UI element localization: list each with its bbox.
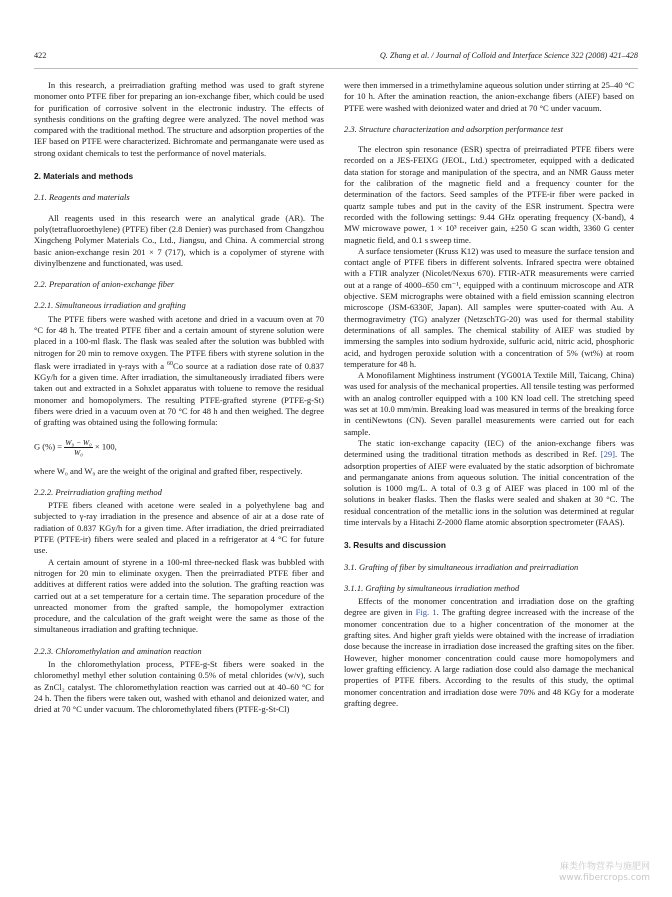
section-2-3-paragraph-2: A surface tensiometer (Kruss K12) was used to measure the surface tension and contact angle of PTFE fibers in different solvents. Infrared spectra were obtained with a FTIR analyzer (Nicolet/Nexus 670). FTIR-ATR measurements were carried out at a range of 4000–650 cm⁻¹, equipped with a continuum microscope and ATR objective. SEM micrographs were obtained with a field emission scanning electron microscope (JSM-6330F, Japan). All samples were sputter-coated with Au. A thermogravimetry (TG) analyzer (NetzschTG-20) was used for thermal stability determinations of all samples. The chemical stability of AIEF was studied by immersing the samples into sodium hydroxide, sulfuric acid, nitric acid, phosphoric acid, and hydrogen peroxide solution with a concentration of 5% (wt%) at room temperature for 48 h.	[344, 245, 634, 369]
watermark-chinese-text: 麻类作物营养与施肥网	[559, 862, 650, 872]
section-2-2-1-heading: 2.2.1. Simultaneous irradiation and grafting	[34, 300, 186, 311]
equation-where-text: where W₀ and W₉ are the weight of the original and grafted fiber, respectively.	[34, 465, 303, 476]
section-2-heading: 2. Materials and methods	[34, 171, 134, 182]
section-2-2-heading: 2.2. Preparation of anion-exchange fiber	[34, 279, 175, 290]
page-number: 422	[34, 51, 47, 60]
section-2-1-heading: 2.1. Reagents and materials	[34, 192, 130, 203]
watermark-url: www.fibercrops.com	[559, 873, 650, 883]
section-2-3-heading: 2.3. Structure characterization and adsorption performance test	[344, 123, 564, 134]
section-3-heading: 3. Results and discussion	[344, 540, 446, 551]
equation-numerator: W₉ − W₀	[65, 437, 92, 447]
header-rule	[34, 68, 638, 69]
section-2-2-3-heading: 2.2.3. Chloromethylation and amination reaction	[34, 645, 202, 656]
section-2-2-2-paragraph-2: A certain amount of styrene in a 100-ml three-necked flask was bubbled with nitrogen for 20 min to eliminate oxygen. Then the preirradiated PTFE fiber and additives at different ratios were added into the solution. The grafting reaction was carried out at a set temperature for a certain time. The separation procedure of the unreacted monomer from the grafted sample, the homopolymer extraction procedure, and the calculation of the graft weight were the same as those of the simultaneous irradiation and grafting technique.	[34, 556, 324, 635]
section-2-3-paragraph-4: The static ion-exchange capacity (IEC) of the anion-exchange fibers was determined using the traditional titration methods as described in Ref. [29]. The adsorption properties of AIEF were evaluated by the static adsorption of bichromate and permanganate anions from aqueous solution. The initial concentration of the solution is 1000 mg/L. A total of 0.3 g of AIEF was placed in 100 ml of the solutions in beaker flasks. Then the flasks were sealed and shaken at 30 °C. The residual concentration of the metallic ions in the solution was determined at regular time intervals by a Hitachi Z-2000 flame atomic absorption spectrometer (FAAS).	[344, 437, 634, 527]
journal-citation: Q. Zhang et al. / Journal of Colloid and Interface Science 322 (2008) 421–428	[379, 51, 638, 60]
left-column	[34, 80, 324, 716]
section-2-2-1-paragraph: The PTFE fibers were washed with acetone and dried in a vacuum oven at 70 °C for 48 h. The treated PTFE fiber and a certain amount of styrene solution were placed in a 100-ml flask. The flask was sealed after the solution was bubbled with nitrogen for 20 min to remove oxygen. The PTFE fibers with styrene solution in the flask were irradiated in γ-rays with a $^{60}$Co source at a radiation dose rate of 0.837 KGy/h for a given time. After irradiation, the simultaneously irradiated fibers were taken out and extracted in a Sohxlet apparatus with toluene to remove the residual monomer and homopolymers. The resulting PTFE-grafted styrene (PTFE-g-St) fibers were dried in a vacuum oven at 70 °C for 48 h and then weighed. The degree of grafting was obtained using the following formula:	[34, 313, 325, 428]
section-2-3-paragraph-3: A Monofilament Mightiness instrument (YG001A Textile Mill, Taicang, China) was used for analysis of the mechanical properties. All tensile testing was performed with an analog controller equipped with a 100 KN load cell. The stretching speed was set at 10.0 mm/min. Breaking load was measured in terms of the breaking force in centiNewtons (CN). Seven parallel measurements were carried out for each sample.	[344, 370, 634, 437]
section-3-1-1-paragraph: Effects of the monomer concentration and irradiation dose on the grafting degree are given in Fig. 1. The grafting degree increased with the increase of the monomer concentration due to a higher concentration of the monomer at the grafting sites. And higher graft yields were obtained with the increase of irradiation dose because the increase in irradiation dose increased the grafting sites on the fiber. However, higher monomer concentration could cause more homopolymers and lower grafting efficiency. A large radiation dose could also damage the mechanical properties of PTFE fibers. According to the results of this study, the optimal monomer concentration and irradiation dose were 70% and 48 KGy for a moderate grafting degree.	[344, 596, 634, 708]
section-2-2-2-heading: 2.2.2. Preirradiation grafting method	[34, 486, 162, 497]
section-3-1-1-heading: 3.1.1. Grafting by simultaneous irradiation method	[344, 582, 520, 593]
section-2-3-paragraph-1: The electron spin resonance (ESR) spectra of preirradiated PTFE fibers were recorded on a JES-FEIXG (JEOL, Ltd.) spectrometer, equipped with a dedicated data station for storage and manipulation of the spectra, and an NMR Gauss meter for the calibration of the magnetic field and a frequency counter for the determination of the factors. Seed samples of the PTFE-ir fiber were packed in quartz sample tubes and put in the cavity of the ESR instrument. Spectra were recorded with the following settings: 9.44 GHz operating frequency (X-band), 4 MW microwave power, 1 × 10³ receiver gain, ±250 G scan width, 3360 G center magnetic field, and 0.1 s sweep time.	[344, 144, 634, 245]
grafting-equation: G (%) = $\frac{\text{W₉ − W₀}}{\text{W₀}}$ × 100,	[34, 437, 117, 457]
site-watermark	[510, 862, 650, 884]
isotope-superscript: 60	[167, 360, 174, 367]
running-header	[34, 51, 638, 65]
continued-paragraph: were then immersed in a trimethylamine aqueous solution under stirring at 25–40 °C for 10 h. After the amination reaction, the anion-exchange fibers (AIEF) based on PTFE were washed with deionized water and dried at 70 °C under vacuum.	[344, 80, 634, 113]
figure-link[interactable]: Fig. 1	[415, 607, 437, 618]
section-2-2-2-paragraph-1: PTFE fibers cleaned with acetone were sealed in a polyethylene bag and subjected to γ-ray irradiation in the presence and absence of air at a dose rate of radiation of 0.837 KGy/h for a given time. After irradiation, the dried preirradiated PTFE (PTFE-ir) fibers were sealed and placed in a refrigerator at 4 °C for future use.	[34, 500, 324, 556]
section-2-2-3-paragraph: In the chloromethylation process, PTFE-g-St fibers were soaked in the chloromethyl methyl ether solution containing 0.5% of metal chlorides (w/v), such as ZnCl₂ catalyst. The chloromethylation reaction was carried out at 40–60 °C for 24 h. Then the fibers were taken out, washed with ethanol and deionized water, and dried at 70 °C under vacuum. The chloromethylated fibers (PTFE-g-St-Cl)	[34, 659, 324, 715]
equation-denominator: W₀	[74, 447, 83, 457]
section-2-1-paragraph: All reagents used in this research were an analytical grade (AR). The poly(tetrafluoroethylene) (PTFE) fiber (2.8 Denier) was purchased from Changzhou Xingcheng Polymer Materials Co., Ltd., Jiangsu, and China. A commercial strong basic anion-exchange resin 201 × 7 (717), which is a copolymer of styrene with divinylbenzene and functionated, was used.	[34, 212, 324, 268]
reference-link[interactable]: [29]	[600, 449, 615, 460]
right-column	[344, 80, 634, 709]
intro-paragraph: In this research, a preirradiation grafting method was used to graft styrene monomer onto PTFE fiber for preparing an ion-exchange fiber, which could be used for purification of corrosive solvent in the electronic industry. The effects of synthesis conditions on the grafting degree were analyzed. The novel method was compared with the traditional method. The structure and adsorption properties of the IEF based on PTFE were characterized. Bichromate and permanganate were used as strong oxidant chemicals to test the performance of novel materials.	[34, 80, 324, 158]
section-3-1-heading: 3.1. Grafting of fiber by simultaneous irradiation and preirradiation	[344, 561, 579, 572]
